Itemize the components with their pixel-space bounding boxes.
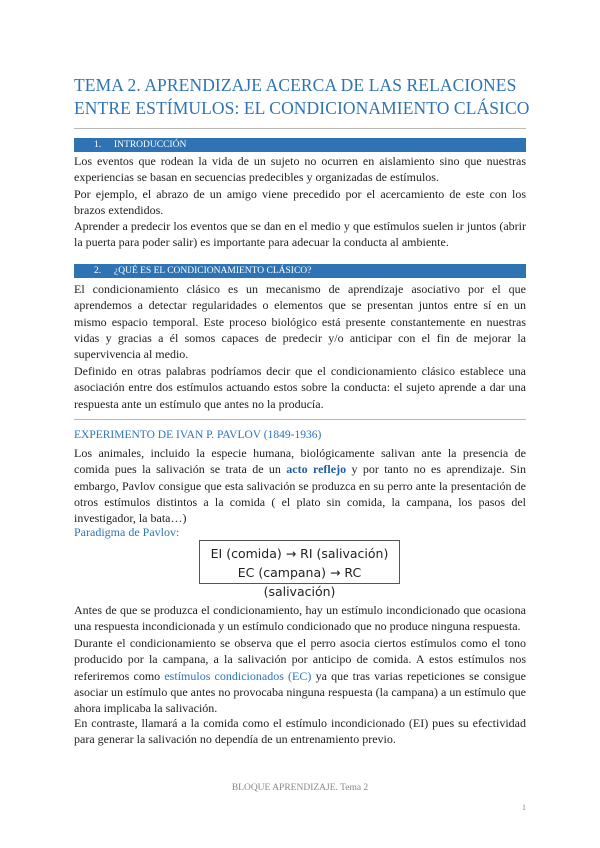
estimulos-condicionados-highlight: estímulos condicionados (EC) — [164, 668, 312, 683]
pavlov-paragraph-2: Antes de que se produzca el condicionamiento, hay un estímulo incondicionado que ocasiona una respuesta incondicionada y un estímulo condicionado que no produce ninguna respuesta. — [74, 603, 526, 634]
section-1-paragraph-3: Aprender a predecir los eventos que se dan en el medio y que estímulos suelen ir juntos (abrir la puerta para poder salir) es importante para adecuar la conducta al ambiente. — [74, 219, 526, 250]
section-2-number: 2. — [94, 266, 102, 276]
pavlov-heading: EXPERIMENTO DE IVAN P. PAVLOV (1849-1936) — [74, 429, 322, 441]
section-divider — [74, 419, 526, 420]
pavlov-paragraph-3-text-b: ya que tras varias repeticiones se consigue asociar un estímulo que antes no provocaba ninguna respuesta (la campana) a un estímulo que ahora implicaba la salivación. — [74, 668, 526, 716]
pavlov-paragraph-1-text-a: Los animales, incluido la especie humana, biológicamente salivan ante la presencia de comida pues la salivación se trata de un — [74, 446, 526, 477]
section-2-paragraph-1: El condicionamiento clásico es un mecanismo de aprendizaje asociativo por el que aprendemos a detectar regularidades o elementos que se presentan juntos entre sí en un mismo espacio temporal. Este proceso biológico está presente constantemente en nuestras vidas y gracias a él somos capaces de predecir y/o anticipar con el fin de mejorar la supervivencia al medio. — [74, 282, 526, 362]
section-2-paragraph-2: Definido en otras palabras podríamos decir que el condicionamiento clásico establece una asociación entre dos estímulos actuando estos sobre la conducta: el sujeto aprende a dar una respuesta ante un estímulo que antes no la producía. — [74, 364, 526, 411]
acto-reflejo-highlight: acto reflejo — [286, 462, 347, 477]
section-1-paragraph-2: Por ejemplo, el abrazo de un amigo viene precedido por el acercamiento de este con los brazos extendidos. — [74, 187, 526, 218]
paradigm-box — [199, 540, 400, 599]
section-2-header — [74, 264, 526, 278]
section-2-heading: ¿QUÉ ES EL CONDICIONAMIENTO CLÁSICO? — [114, 266, 312, 276]
pavlov-paragraph-3-text-a: Durante el condicionamiento se observa que el perro asocia ciertos estímulos como el tono producido por la campana, a la salivación por anticipo de comida. A estos estímulos nos referiremos como — [74, 636, 526, 683]
section-1-heading: INTRODUCCIÓN — [114, 140, 187, 150]
title-divider — [74, 128, 526, 129]
section-1-paragraph-1: Los eventos que rodean la vida de un sujeto no ocurren en aislamiento sino que nuestras experiencias se basan en secuencias predecibles y organizadas de estímulos. — [74, 154, 526, 185]
paradigm-line-unconditioned: EI (comida) → RI (salivación) — [210, 546, 389, 561]
pavlov-paragraph-1-text-b: y por tanto no es aprendizaje. Sin embargo, Pavlov consigue que esta salivación se produzca en su perro ante la presentación de otros estímulos distintos a la comida ( el plato sin comida, la campana, los pasos del investigador, la bata…) — [74, 462, 526, 526]
paradigm-line-conditioned: EC (campana) → RC (salivación) — [237, 565, 362, 599]
pavlov-paragraph-1 — [74, 445, 526, 526]
pavlov-paragraph-4: En contraste, llamará a la comida como el estímulo incondicionado (EI) pues su efectividad para generar la salivación no dependía de un entrenamiento previo. — [74, 716, 526, 747]
pavlov-paragraph-3 — [74, 635, 526, 716]
document-title: TEMA 2. APRENDIZAJE ACERCA DE LAS RELACIONES ENTRE ESTÍMULOS: EL CONDICIONAMIENTO CLÁSICO — [74, 75, 530, 118]
page-number: 1 — [522, 803, 526, 812]
section-1-header — [74, 138, 526, 152]
section-1-number: 1. — [94, 140, 102, 150]
paradigm-label: Paradigma de Pavlov: — [74, 525, 180, 539]
page-footer: BLOQUE APRENDIZAJE. Tema 2 — [231, 783, 369, 793]
